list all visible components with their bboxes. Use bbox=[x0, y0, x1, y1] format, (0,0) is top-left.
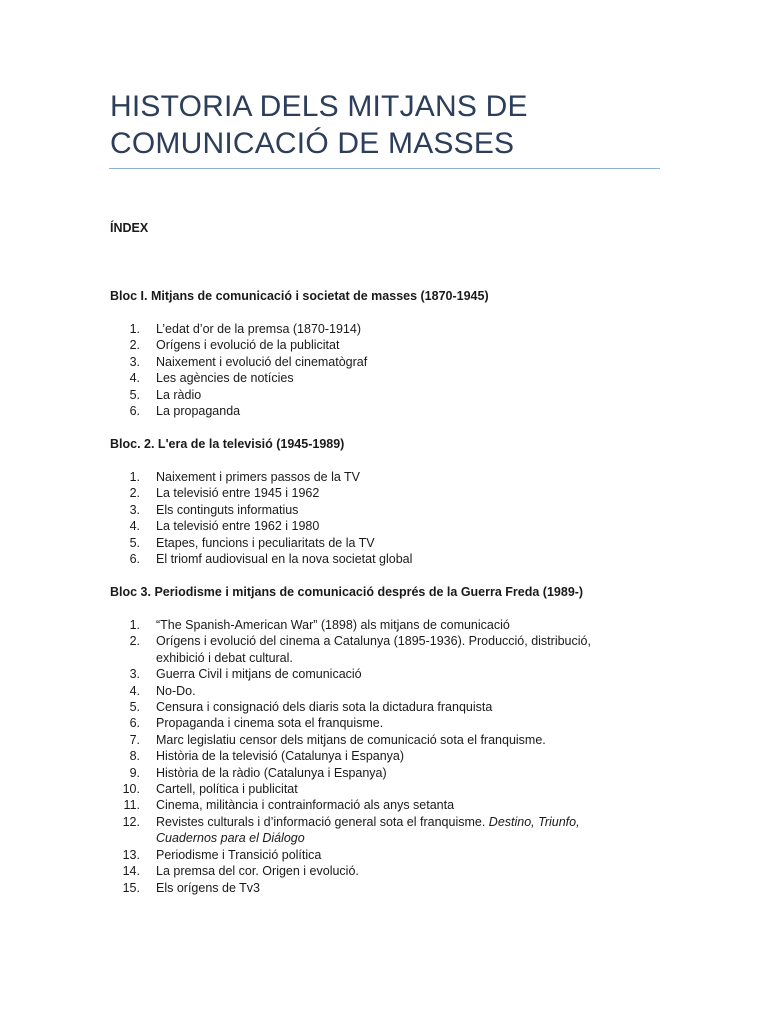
item-number: 3. bbox=[129, 667, 140, 682]
item-text: Els continguts informatius bbox=[156, 502, 299, 517]
item-number: 4. bbox=[129, 371, 140, 386]
item-number: 14. bbox=[122, 864, 140, 879]
item-text: “The Spanish-American War” (1898) als mitjans de comunicació bbox=[156, 618, 510, 632]
list-item bbox=[110, 781, 670, 797]
list-item bbox=[110, 748, 670, 764]
list-item bbox=[110, 502, 670, 518]
item-text: Naixement i primers passos de la TV bbox=[156, 470, 361, 484]
item-text: Marc legislatiu censor dels mitjans de comunicació sota el franquisme. bbox=[156, 732, 546, 747]
item-text: Història de la ràdio (Catalunya i Espanya) bbox=[156, 765, 387, 780]
item-text-with-italic bbox=[140, 814, 606, 847]
item-text: Orígens i evolució de la publicitat bbox=[156, 338, 340, 353]
list-item bbox=[110, 370, 670, 386]
index-heading: ÍNDEX bbox=[110, 221, 149, 235]
list-item bbox=[110, 617, 670, 633]
item-number: 11. bbox=[123, 798, 140, 813]
item-number: 5. bbox=[129, 387, 140, 402]
item-text: Periodisme i Transició política bbox=[156, 847, 322, 862]
item-text: Història de la televisió (Catalunya i Espanya) bbox=[156, 749, 405, 764]
bloc-3 bbox=[110, 584, 670, 896]
list-item bbox=[110, 387, 670, 403]
item-text: Etapes, funcions i peculiaritats de la TV bbox=[156, 535, 375, 550]
list-item bbox=[110, 715, 670, 731]
item-text: Naixement i evolució del cinematògraf bbox=[156, 354, 368, 369]
list-item bbox=[110, 683, 670, 699]
list-item bbox=[110, 666, 670, 682]
item-number: 6. bbox=[129, 716, 140, 731]
item-number: 2. bbox=[129, 486, 140, 501]
list-item bbox=[110, 633, 670, 666]
list-item bbox=[110, 321, 670, 337]
list-item bbox=[110, 847, 670, 863]
bloc-2 bbox=[110, 436, 670, 567]
bloc-1 bbox=[110, 288, 670, 419]
list-item bbox=[110, 732, 670, 748]
list-item bbox=[110, 469, 670, 485]
item-number: 1. bbox=[129, 618, 140, 632]
item-text: L’edat d’or de la premsa (1870-1914) bbox=[156, 322, 361, 336]
list-item bbox=[110, 765, 670, 781]
list-item bbox=[110, 337, 670, 353]
item-number: 9. bbox=[129, 765, 140, 780]
document-title-line2: COMUNICACIÓ DE MASSES bbox=[110, 127, 515, 160]
list-item bbox=[110, 518, 670, 534]
document-title bbox=[110, 88, 670, 162]
item-number: 15. bbox=[122, 880, 140, 895]
list-item bbox=[110, 863, 670, 879]
item-number: 4. bbox=[129, 683, 140, 698]
list-item bbox=[110, 699, 670, 715]
item-text: La ràdio bbox=[156, 387, 202, 402]
item-number: 2. bbox=[129, 338, 140, 353]
bloc-1-list bbox=[110, 321, 670, 419]
item-text: Propaganda i cinema sota el franquisme. bbox=[156, 716, 384, 731]
item-number: 1. bbox=[129, 322, 140, 336]
item-text: La televisió entre 1945 i 1962 bbox=[156, 486, 320, 501]
document-title-line1: HISTORIA DELS MITJANS DE bbox=[110, 90, 528, 123]
item-number: 5. bbox=[129, 535, 140, 550]
item-text: Cartell, política i publicitat bbox=[156, 782, 298, 797]
item-text: La propaganda bbox=[156, 404, 241, 419]
list-item bbox=[110, 880, 670, 896]
bloc-3-title: Bloc 3. Periodisme i mitjans de comunicació després de la Guerra Freda (1989-) bbox=[110, 585, 584, 599]
item-text: Cinema, militància i contrainformació als anys setanta bbox=[156, 798, 455, 813]
item-number: 4. bbox=[129, 519, 140, 534]
item-number: 13. bbox=[122, 847, 140, 862]
list-item bbox=[110, 797, 670, 813]
item-number: 10. bbox=[122, 782, 140, 797]
item-text: Les agències de notícies bbox=[156, 371, 294, 386]
list-item bbox=[110, 354, 670, 370]
item-text: El triomf audiovisual en la nova societat global bbox=[156, 552, 413, 567]
item-text: No-Do. bbox=[156, 683, 196, 698]
item-text: Guerra Civil i mitjans de comunicació bbox=[156, 667, 362, 682]
item-text: Orígens i evolució del cinema a Catalunya (1895-1936). Producció, distribució, exhibició i debat cultural. bbox=[156, 634, 591, 665]
bloc-2-list bbox=[110, 469, 670, 567]
item-number: 12. bbox=[122, 814, 140, 829]
item-number: 7. bbox=[129, 732, 140, 747]
item-number: 3. bbox=[129, 502, 140, 517]
item-text: Revistes culturals i d’informació general sota el franquisme. bbox=[156, 814, 489, 829]
bloc-2-title: Bloc. 2. L'era de la televisió (1945-1989) bbox=[110, 437, 345, 451]
item-text: La televisió entre 1962 i 1980 bbox=[156, 519, 320, 534]
item-italic-text: Destino, Triunfo, Cuadernos para el Diálogo bbox=[156, 814, 580, 846]
list-item bbox=[110, 551, 670, 567]
item-text: La premsa del cor. Origen i evolució. bbox=[156, 864, 359, 879]
list-item bbox=[110, 403, 670, 419]
list-item bbox=[110, 535, 670, 551]
list-item bbox=[110, 485, 670, 501]
item-number: 1. bbox=[129, 470, 140, 484]
item-number: 6. bbox=[129, 552, 140, 567]
list-item bbox=[110, 814, 670, 847]
item-number: 2. bbox=[129, 634, 140, 649]
item-number: 5. bbox=[129, 700, 140, 715]
bloc-3-list bbox=[110, 617, 670, 896]
item-number: 3. bbox=[129, 354, 140, 369]
title-underline bbox=[109, 168, 660, 169]
item-number: 6. bbox=[129, 404, 140, 419]
item-text: Els orígens de Tv3 bbox=[156, 880, 260, 895]
bloc-1-title: Bloc I. Mitjans de comunicació i societat de masses (1870-1945) bbox=[110, 289, 489, 303]
item-text: Censura i consignació dels diaris sota la dictadura franquista bbox=[156, 700, 493, 715]
item-number: 8. bbox=[129, 749, 140, 764]
